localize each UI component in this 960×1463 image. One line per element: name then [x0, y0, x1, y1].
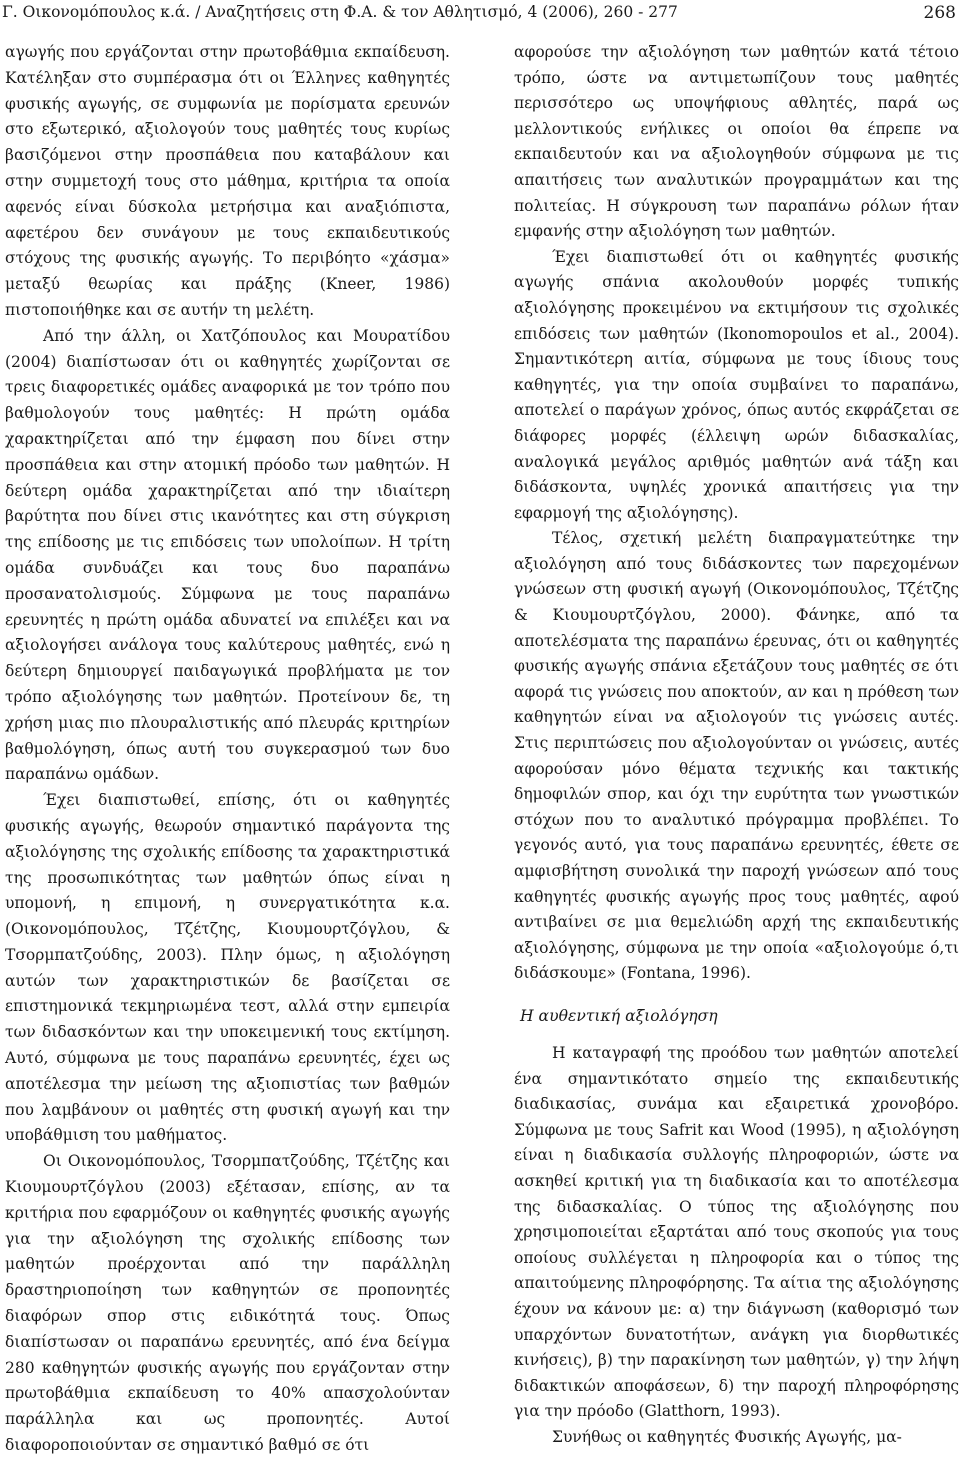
running-header	[2, 0, 958, 24]
journal-citation: Γ. Οικονομόπουλος κ.ά. / Αναζητήσεις στη Φ.Α. & τον Αθλητισμό, 4 (2006), 260 - 277	[2, 3, 678, 21]
paragraph: Τέλος, σχετική μελέτη διαπραγματεύτηκε την αξιολόγηση από τους διδάσκοντες των παρεχομένων γνώσεων στη φυσική αγωγή (Οικονομόπουλος, Τζέτζης & Κιουμουρτζόγλου, 2000). Φάνηκε, από τα αποτελέσματα της παραπάνω έρευνας, ότι οι καθηγητές φυσικής αγωγής σπάνια εξετάζουν τους μαθητές σε ότι αφορά τις γνώσεις που αποκτούν, αν και η πρόθεση των καθηγητών είναι να αξιολογούν τις γνώσεις αυτές. Στις περιπτώσεις που αξιολογούνταν οι γνώσεις, αυτές αφορούσαν μόνο θέματα τεχνικής και τακτικής δημοφιλών σπορ, και όχι την ευρύτητα των γνωστικών στόχων που το αναλυτικό πρόγραμμα προβλέπει. Το γεγονός αυτό, για τους παραπάνω ερευνητές, έθετε σε αμφισβήτηση συνολικά την παροχή γνώσεων από τους καθηγητές φυσικής αγωγής προς τους μαθητές, αφού αντιβαίνει σε μια θεμελιώδη αρχή της εκπαιδευτικής αξιολόγησης, σύμφωνα με την οποία «αξιολογούμε ό,τι διδάσκουμε» (Fontana, 1996).	[514, 529, 959, 983]
paragraph: Από την άλλη, οι Χατζόπουλος και Μουρατίδου (2004) διαπίστωσαν ότι οι καθηγητές χωρίζονται σε τρεις διαφορετικές ομάδες αναφορικά με τον τρόπο που βαθμολογούν τους μαθητές: Η πρώτη ομάδα χαρακτηρίζεται από την έμφαση που δίνει στην προσπάθεια και στην ατομική πρόοδο των μαθητών. Η δεύτερη ομάδα χαρακτηρίζεται από την ιδιαίτερη βαρύτητα που δίνει στις ικανότητες και στη σύγκριση της επίδοσης με τις επιδόσεις των υπολοίπων. Η τρίτη ομάδα συνδυάζει και τους δυο παραπάνω προσανατολισμούς. Σύμφωνα με τους παραπάνω ερευνητές η πρώτη ομάδα αδυνατεί να επιλέξει και να αξιολογήσει ανάλογα τους καλύτερους μαθητές, ενώ η δεύτερη δημιουργεί παιδαγωγικά προβλήματα με τον τρόπο αξιολόγησης των μαθητών. Προτείνουν δε, τη χρήση μιας πιο πλουραλιστικής από πλευράς κριτηρίων βαθμολόγηση, όπως αυτή του συγκερασμού των δυο παραπάνω ομάδων.	[5, 326, 450, 784]
paragraph: Έχει διαπιστωθεί, επίσης, ότι οι καθηγητές φυσικής αγωγής, θεωρούν σημαντικό παράγοντα της αξιολόγησης της σχολικής επίδοσης τα χαρακτηριστικά της προσωπικότητας των μαθητών όπως είναι η υπομονή, η επιμονή, η συνεργατικότητα κ.α. (Οικονομόπουλος, Τζέτζης, Κιουμουρτζόγλου, & Τσορμπατζούδης, 2003). Πλην όμως, η αξιολόγηση αυτών των χαρακτηριστικών δε βασίζεται σε επιστημονικά τεκμηριωμένα τεστ, αλλά στην εμπειρία των διδασκόντων και την υποκειμενική τους εκτίμηση. Αυτό, σύμφωνα με τους παραπάνω ερευνητές, έχει ως αποτέλεσμα την μείωση της αξιοπιστίας των βαθμών που λαμβάνουν οι μαθητές στη φυσική αγωγή και την υποβάθμιση του μαθήματος.	[5, 791, 450, 1145]
left-column	[5, 40, 450, 1459]
paragraph: αφορούσε την αξιολόγηση των μαθητών κατά τέτοιο τρόπο, ώστε να αντιμετωπίζουν τους μαθητές περισσότερο ως υποψήφιους αθλητές, παρά ως μελλοντικούς ενήλικες οι οποίοι θα έπρεπε να εκπαιδευτούν και να αξιολογηθούν σύμφωνα με τις απαιτήσεις των αναλυτικών προγραμμάτων και της πολιτείας. Η σύγκρουση των παραπάνω ρόλων ήταν εμφανής στην αξιολόγηση των μαθητών.	[514, 43, 959, 241]
paragraph: Συνήθως οι καθηγητές Φυσικής Αγωγής, μα-	[552, 1427, 902, 1446]
paragraph: Οι Οικονομόπουλος, Τσορμπατζούδης, Τζέτζης και Κιουμουρτζόγλου (2003) εξέτασαν, επίσης, αν τα κριτήρια που εφαρμόζουν οι καθηγητές φυσικής αγωγής για την αξιολόγηση της σχολικής επίδοσης των μαθητών προέρχονται από την παράλληλη δραστηριοποίηση των καθηγητών σε προπονητές διαφόρων σπορ στις ειδικότητά τους. Όπως διαπίστωσαν οι παραπάνω ερευνητές, από ένα δείγμα 280 καθηγητών φυσικής αγωγής που εργάζονταν στην πρωτοβάθμια εκπαίδευση το 40% απασχολούνταν παράλληλα και ως προπονητές. Αυτοί διαφοροποιούνταν σε σημαντικό βαθμό σε ότι	[5, 1152, 450, 1455]
page-number: 268	[923, 3, 956, 23]
paragraph: Η καταγραφή της προόδου των μαθητών αποτελεί ένα σημαντικότατο σημείο της εκπαιδευτικής διαδικασίας, συνάμα και εξαιρετικά χρονοβόρο. Σύμφωνα με τους Safrit και Wood (1995), η αξιολόγηση είναι η διαδικασία συλλογής πληροφοριών, ώστε να ασκηθεί κριτική για τη διαδικασία και το αποτέλεσμα της διδασκαλίας. Ο τύπος της αξιολόγησης που χρησιμοποιείται εξαρτάται από τους σκοπούς για τους οποίους συλλέγεται η πληροφορία και ο τύπος της απαιτούμενης πληροφόρησης. Τα αίτια της αξιολόγησης έχουν να κάνουν με: α) την διάγνωση (καθορισμό των υπαρχόντων δυνατοτήτων, ανάγκη για διορθωτικές κινήσεις), β) την παρακίνηση των μαθητών, γ) την λήψη διδακτικών αποφάσεων, δ) την παροχή πληροφόρησης για την πρόοδο (Glatthorn, 1993).	[514, 1043, 959, 1421]
paragraph: αγωγής που εργάζονται στην πρωτοβάθμια εκπαίδευση. Κατέληξαν στο συμπέρασμα ότι οι Έλληνες καθηγητές φυσικής αγωγής, σε συμφωνία με πορίσματα ερευνών στο εξωτερικό, αξιολογούν τους μαθητές τους κυρίως βασιζόμενοι στην προσπάθεια που καταβάλουν και στην συμμετοχή τους στο μάθημα, κριτήρια τα οποία αφενός είναι δύσκολα μετρήσιμα και αναξιόπιστα, αφετέρου δεν συνάγουν με τους εκπαιδευτικούς στόχους της φυσικής αγωγής. Το περιβόητο «χάσμα» μεταξύ θεωρίας και πράξης (Kneer, 1986) πιστοποιήθηκε και σε αυτήν τη μελέτη.	[5, 43, 450, 319]
paragraph: Έχει διαπιστωθεί ότι οι καθηγητές φυσικής αγωγής σπάνια ακολουθούν μορφές τυπικής αξιολόγησης προκειμένου να εκτιμήσουν τις σχολικές επιδόσεις των μαθητών (Ikonomopoulos et al., 2004). Σημαντικότερη αιτία, σύμφωνα με τους ίδιους τους καθηγητές, για την οποία συμβαίνει το παραπάνω, αποτελεί ο παράγων χρόνος, όπως αυτός εκφράζεται σε διάφορες μορφές (έλλειψη ωρών διδασκαλίας, αναλογικά μεγάλος αριθμός μαθητών ανά τάξη και διδάσκοντα, υψηλές χρονικά απαιτήσεις για την εφαρμογή της αξιολόγησης).	[514, 247, 959, 522]
right-column	[514, 40, 959, 1450]
section-heading: Η αυθεντική αξιολόγηση	[520, 1006, 718, 1025]
